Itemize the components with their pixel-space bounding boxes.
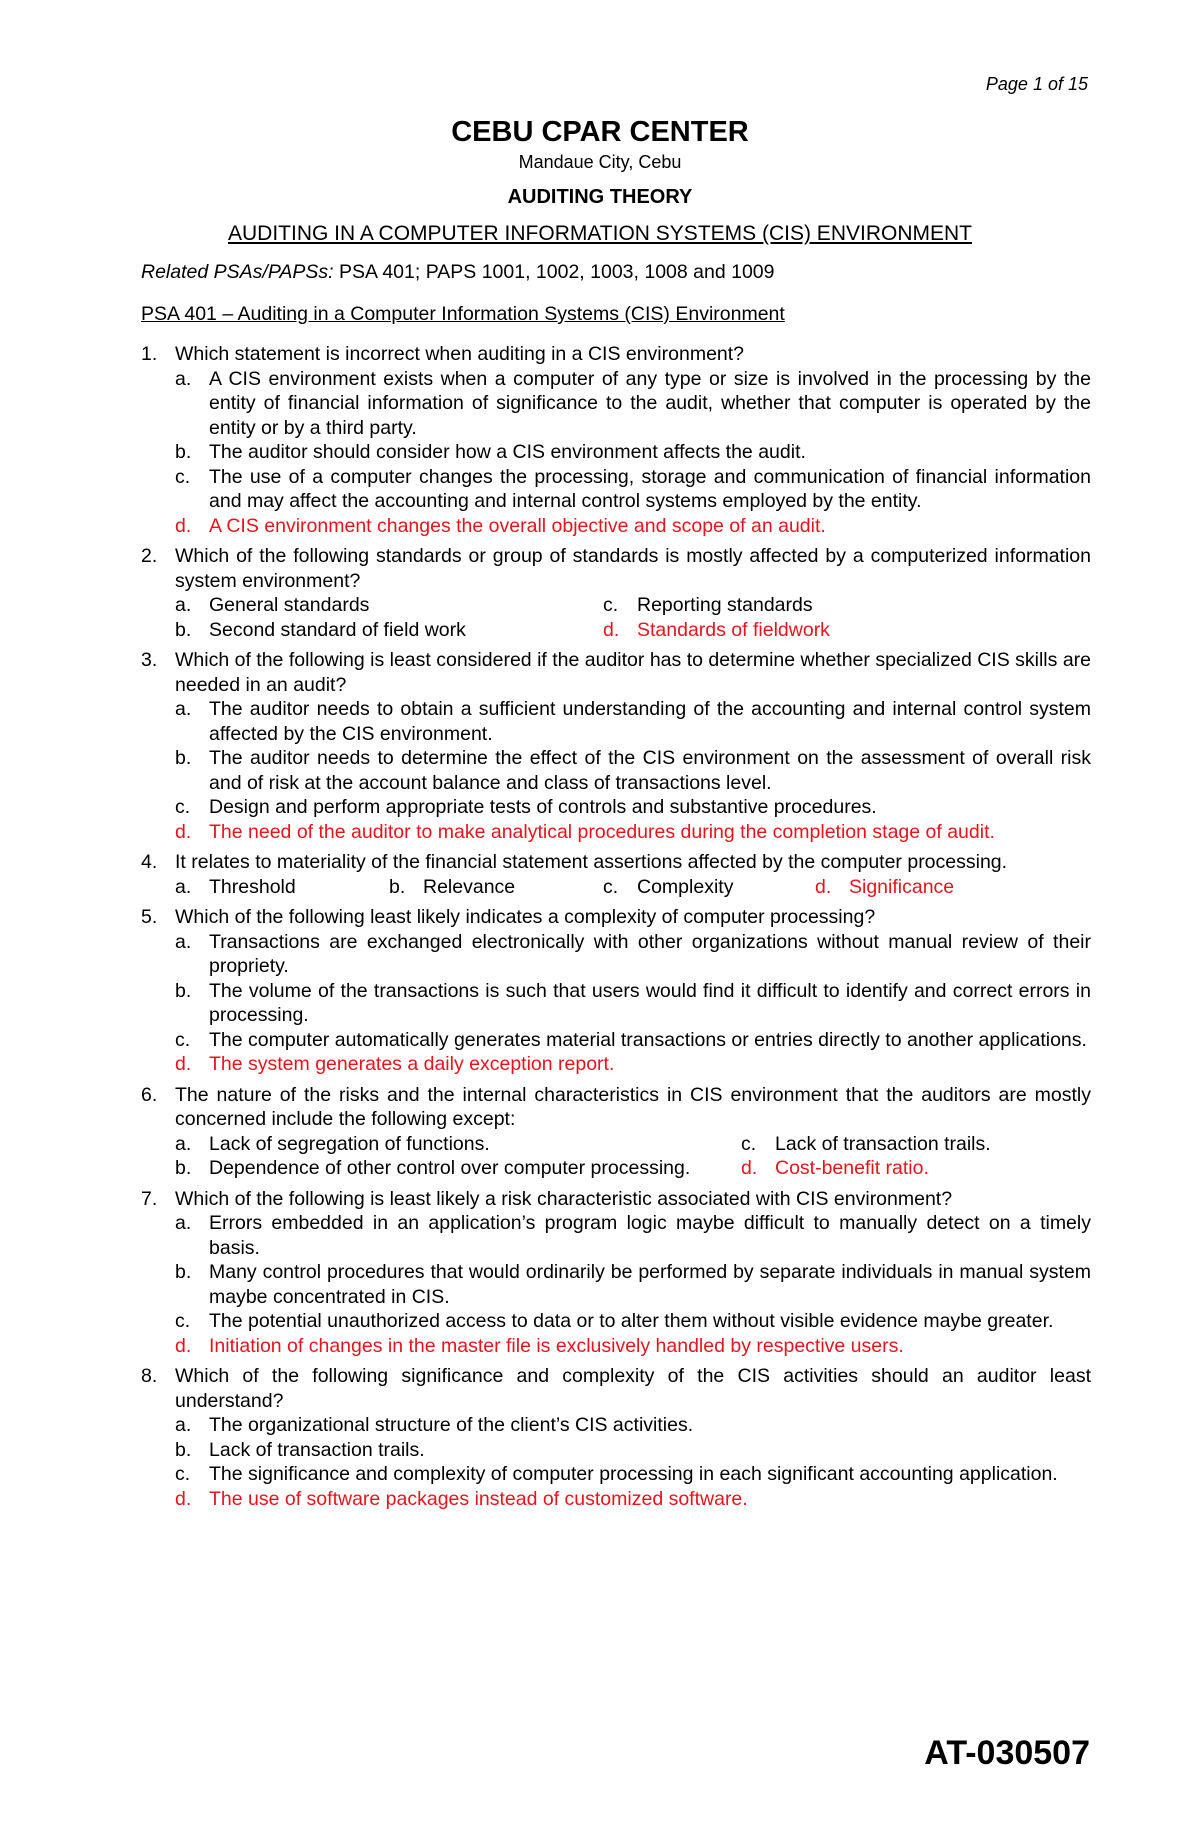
option-c (741, 1132, 991, 1157)
option-text: The auditor needs to obtain a sufficient understanding of the accounting and internal control system affected by the CIS environment. (209, 698, 1091, 745)
option-text: Threshold (209, 875, 296, 898)
option-text: The auditor should consider how a CIS environment affects the audit. (209, 441, 806, 463)
option-a (175, 875, 389, 900)
option-b (141, 979, 1091, 1028)
option-a (141, 1413, 1091, 1438)
option-letter: c. (603, 594, 619, 616)
option-letter: c. (175, 1310, 191, 1332)
option-letter: c. (603, 875, 619, 898)
question-3 (141, 648, 1091, 844)
question-number: 4. (141, 851, 158, 873)
option-c (603, 593, 813, 618)
option-letter: d. (175, 514, 192, 537)
option-letter: b. (175, 979, 192, 1002)
question-5 (141, 905, 1091, 1077)
option-text: Significance (849, 875, 955, 898)
option-letter: b. (175, 1438, 192, 1461)
option-text: Relevance (423, 875, 516, 898)
related-label: Related PSAs/PAPSs: (141, 261, 334, 283)
options-row (141, 1132, 1091, 1157)
option-letter: c. (175, 465, 191, 488)
question-stem: Which of the following is least considered if the auditor has to determine whether specialized CIS skills are needed in an audit? (175, 649, 1091, 696)
option-letter: d. (815, 875, 832, 898)
option-d-answer (141, 1052, 1091, 1077)
option-text: The significance and complexity of computer processing in each significant accounting application. (209, 1463, 1058, 1485)
option-d-answer (141, 514, 1091, 539)
question-stem: Which of the following standards or group of standards is mostly affected by a computerized information system environment? (175, 545, 1091, 592)
options-row (141, 618, 1091, 643)
topic-title: AUDITING IN A COMPUTER INFORMATION SYSTEMS (CIS) ENVIRONMENT (228, 222, 972, 245)
questions-list (141, 342, 1091, 1517)
option-letter: d. (175, 820, 192, 843)
option-letter: a. (175, 1132, 192, 1155)
option-letter: a. (175, 930, 192, 953)
option-text: The volume of the transactions is such that users would find it difficult to identify and correct errors in processing. (209, 979, 1091, 1026)
option-letter: a. (175, 698, 192, 720)
options-row (141, 1156, 1091, 1181)
question-stem: Which of the following significance and complexity of the CIS activities should an auditor least understand? (175, 1365, 1091, 1412)
question-number: 5. (141, 906, 158, 928)
option-a (175, 593, 603, 618)
related-standards (141, 260, 774, 285)
option-letter: a. (175, 594, 192, 616)
question-number: 1. (141, 343, 158, 365)
options-row (141, 593, 1091, 618)
option-letter: a. (175, 875, 192, 898)
question-4 (141, 850, 1091, 899)
option-text: Lack of transaction trails. (209, 1438, 425, 1461)
option-text: The computer automatically generates material transactions or entries directly to another applications. (209, 1028, 1087, 1051)
question-stem: Which of the following is least likely a risk characteristic associated with CIS environment? (175, 1187, 953, 1210)
option-text: The need of the auditor to make analytical procedures during the completion stage of audit. (209, 820, 995, 843)
option-a (141, 930, 1091, 979)
option-letter: c. (175, 1028, 191, 1051)
option-d-answer (741, 1156, 929, 1181)
option-text: Standards of fieldwork (637, 618, 830, 641)
question-8 (141, 1364, 1091, 1511)
option-text: A CIS environment changes the overall objective and scope of an audit. (209, 514, 826, 537)
option-text: The use of software packages instead of customized software. (209, 1487, 748, 1510)
option-b (141, 746, 1091, 795)
option-text: Initiation of changes in the master file is exclusively handled by respective users. (209, 1334, 904, 1357)
option-c (141, 1309, 1091, 1334)
option-text: The auditor needs to determine the effect of the CIS environment on the assessment of overall risk and of risk at the account balance and class of transactions level. (209, 747, 1091, 794)
question-number: 8. (141, 1365, 158, 1387)
option-text: General standards (209, 594, 370, 616)
option-letter: c. (175, 1463, 191, 1485)
option-letter: a. (175, 1212, 192, 1234)
option-text: Reporting standards (637, 594, 813, 616)
option-a (141, 697, 1091, 746)
option-letter: c. (741, 1132, 757, 1155)
option-d-answer (141, 1334, 1091, 1359)
option-b (175, 1156, 741, 1181)
option-b (141, 1438, 1091, 1463)
option-text: Many control procedures that would ordinarily be performed by separate individuals in manual system maybe concentrated in CIS. (209, 1261, 1091, 1308)
option-letter: d. (175, 1053, 192, 1075)
org-location: Mandaue City, Cebu (518, 152, 682, 172)
question-1 (141, 342, 1091, 538)
option-letter: b. (175, 1157, 192, 1179)
option-letter: d. (741, 1157, 758, 1179)
option-text: Second standard of field work (209, 618, 466, 641)
option-text: Dependence of other control over computer processing. (209, 1157, 691, 1179)
option-c (603, 875, 815, 900)
option-text: Cost-benefit ratio. (775, 1157, 929, 1179)
question-stem: Which of the following least likely indicates a complexity of computer processing? (175, 906, 876, 928)
subject-title: AUDITING THEORY (507, 186, 693, 208)
option-b (389, 875, 603, 900)
question-number: 3. (141, 649, 158, 671)
option-text: Complexity (637, 875, 734, 898)
option-a (175, 1132, 741, 1157)
related-value: PSA 401; PAPS 1001, 1002, 1003, 1008 and 1009 (333, 261, 775, 283)
option-letter: a. (175, 367, 192, 390)
option-letter: b. (175, 441, 192, 463)
option-c (141, 465, 1091, 514)
question-2 (141, 544, 1091, 642)
option-text: The organizational structure of the client’s CIS activities. (209, 1414, 694, 1436)
question-stem: It relates to materiality of the financial statement assertions affected by the computer processing. (175, 851, 1008, 873)
option-text: Design and perform appropriate tests of controls and substantive procedures. (209, 796, 877, 818)
option-letter: d. (175, 1334, 192, 1357)
option-text: The use of a computer changes the processing, storage and communication of financial information and may affect the accounting and internal control systems employed by the entity. (209, 465, 1091, 512)
option-letter: d. (175, 1487, 192, 1510)
option-text: Lack of transaction trails. (775, 1132, 991, 1155)
page-number: Page 1 of 15 (985, 74, 1088, 94)
option-d-answer (141, 1487, 1091, 1512)
options-row (141, 875, 1091, 900)
option-letter: b. (175, 747, 192, 769)
question-number: 6. (141, 1083, 158, 1106)
option-c (141, 1462, 1091, 1487)
question-number: 7. (141, 1187, 158, 1210)
question-6 (141, 1083, 1091, 1181)
option-d-answer (815, 875, 954, 900)
org-name: CEBU CPAR CENTER (451, 116, 749, 148)
option-a (141, 1211, 1091, 1260)
option-letter: b. (389, 875, 406, 898)
option-text: Transactions are exchanged electronically with other organizations without manual review of their propriety. (209, 930, 1091, 977)
option-c (141, 795, 1091, 820)
option-text: Lack of segregation of functions. (209, 1132, 490, 1155)
option-c (141, 1028, 1091, 1053)
option-b (141, 1260, 1091, 1309)
option-text: The potential unauthorized access to data or to alter them without visible evidence maybe greater. (209, 1310, 1054, 1332)
option-d-answer (603, 618, 830, 643)
question-stem: The nature of the risks and the internal characteristics in CIS environment that the auditors are mostly concerned include the following except: (175, 1083, 1091, 1130)
option-text: The system generates a daily exception report. (209, 1053, 615, 1075)
option-d-answer (141, 820, 1091, 845)
section-title: PSA 401 – Auditing in a Computer Information Systems (CIS) Environment (141, 303, 785, 325)
option-a (141, 367, 1091, 441)
option-letter: b. (175, 1261, 192, 1283)
option-letter: b. (175, 618, 192, 641)
option-letter: c. (175, 796, 191, 818)
option-text: Errors embedded in an application’s program logic maybe difficult to manually detect on a timely basis. (209, 1212, 1091, 1259)
option-text: A CIS environment exists when a computer of any type or size is involved in the processing by the entity of financial information of significance to the audit, whether that computer is operated by the entity or by a third party. (209, 367, 1091, 439)
question-number: 2. (141, 545, 158, 567)
option-b (175, 618, 603, 643)
option-letter: a. (175, 1414, 192, 1436)
question-stem: Which statement is incorrect when auditing in a CIS environment? (175, 343, 745, 365)
option-b (141, 440, 1091, 465)
option-letter: d. (603, 618, 620, 641)
document-code: AT-030507 (924, 1734, 1090, 1772)
question-7 (141, 1187, 1091, 1359)
